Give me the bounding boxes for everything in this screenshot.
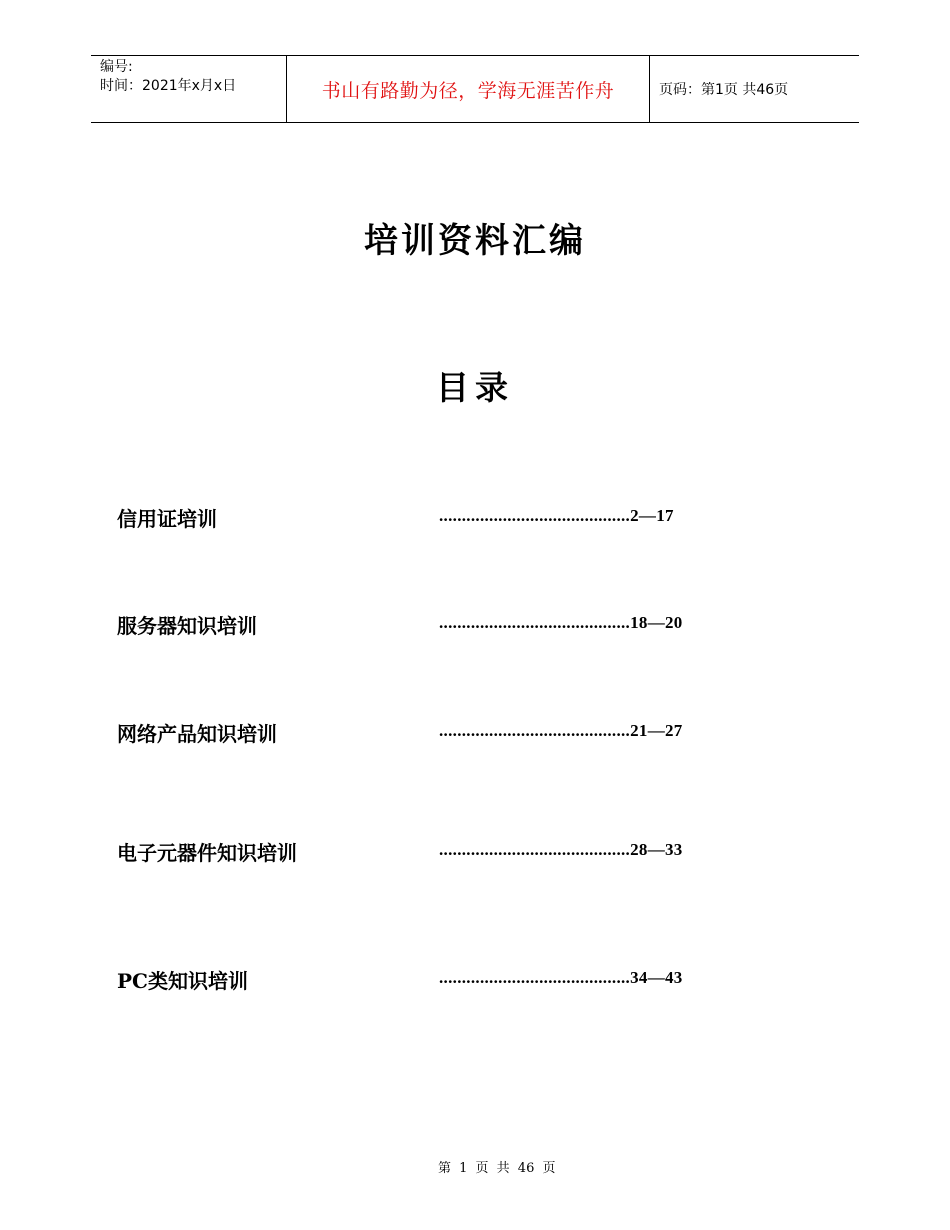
toc-item-label: 网络产品知识培训 — [117, 722, 277, 746]
document-title: 培训资料汇编 — [364, 221, 586, 261]
header-motto-cell — [287, 56, 650, 122]
header-page-info: 页码：第1页 共46页 — [659, 82, 789, 98]
toc-item[interactable] — [117, 837, 757, 867]
toc-heading: 目录 — [436, 368, 514, 407]
toc-item-pages: ..........................................21—27 — [439, 721, 683, 740]
toc-item[interactable] — [117, 503, 757, 533]
toc-item-label: 电子元器件知识培训 — [117, 841, 297, 865]
toc-item-label: 服务器知识培训 — [117, 614, 257, 638]
document-number-label: 编号: — [100, 59, 133, 75]
header-info-cell — [91, 56, 287, 122]
toc-item-pages: ..........................................18—20 — [439, 613, 683, 632]
page-footer: 第 1 页 共 46 页 — [438, 1161, 556, 1176]
toc-item-pages: ..........................................28—33 — [439, 840, 683, 859]
toc-item-label: PC类知识培训 — [117, 969, 248, 993]
page-header — [91, 55, 859, 123]
toc-item[interactable] — [117, 718, 757, 748]
toc-item-pages: ..........................................2—17 — [439, 506, 674, 525]
toc-item[interactable] — [117, 965, 757, 995]
toc-item-label: 信用证培训 — [117, 507, 217, 531]
header-page-cell — [650, 56, 859, 122]
toc-item[interactable] — [117, 610, 757, 640]
document-time-label: 时间：2021年x月x日 — [100, 78, 237, 94]
toc-item-pages: ..........................................34—43 — [439, 968, 683, 987]
header-motto: 书山有路勤为径，学海无涯苦作舟 — [321, 79, 615, 102]
